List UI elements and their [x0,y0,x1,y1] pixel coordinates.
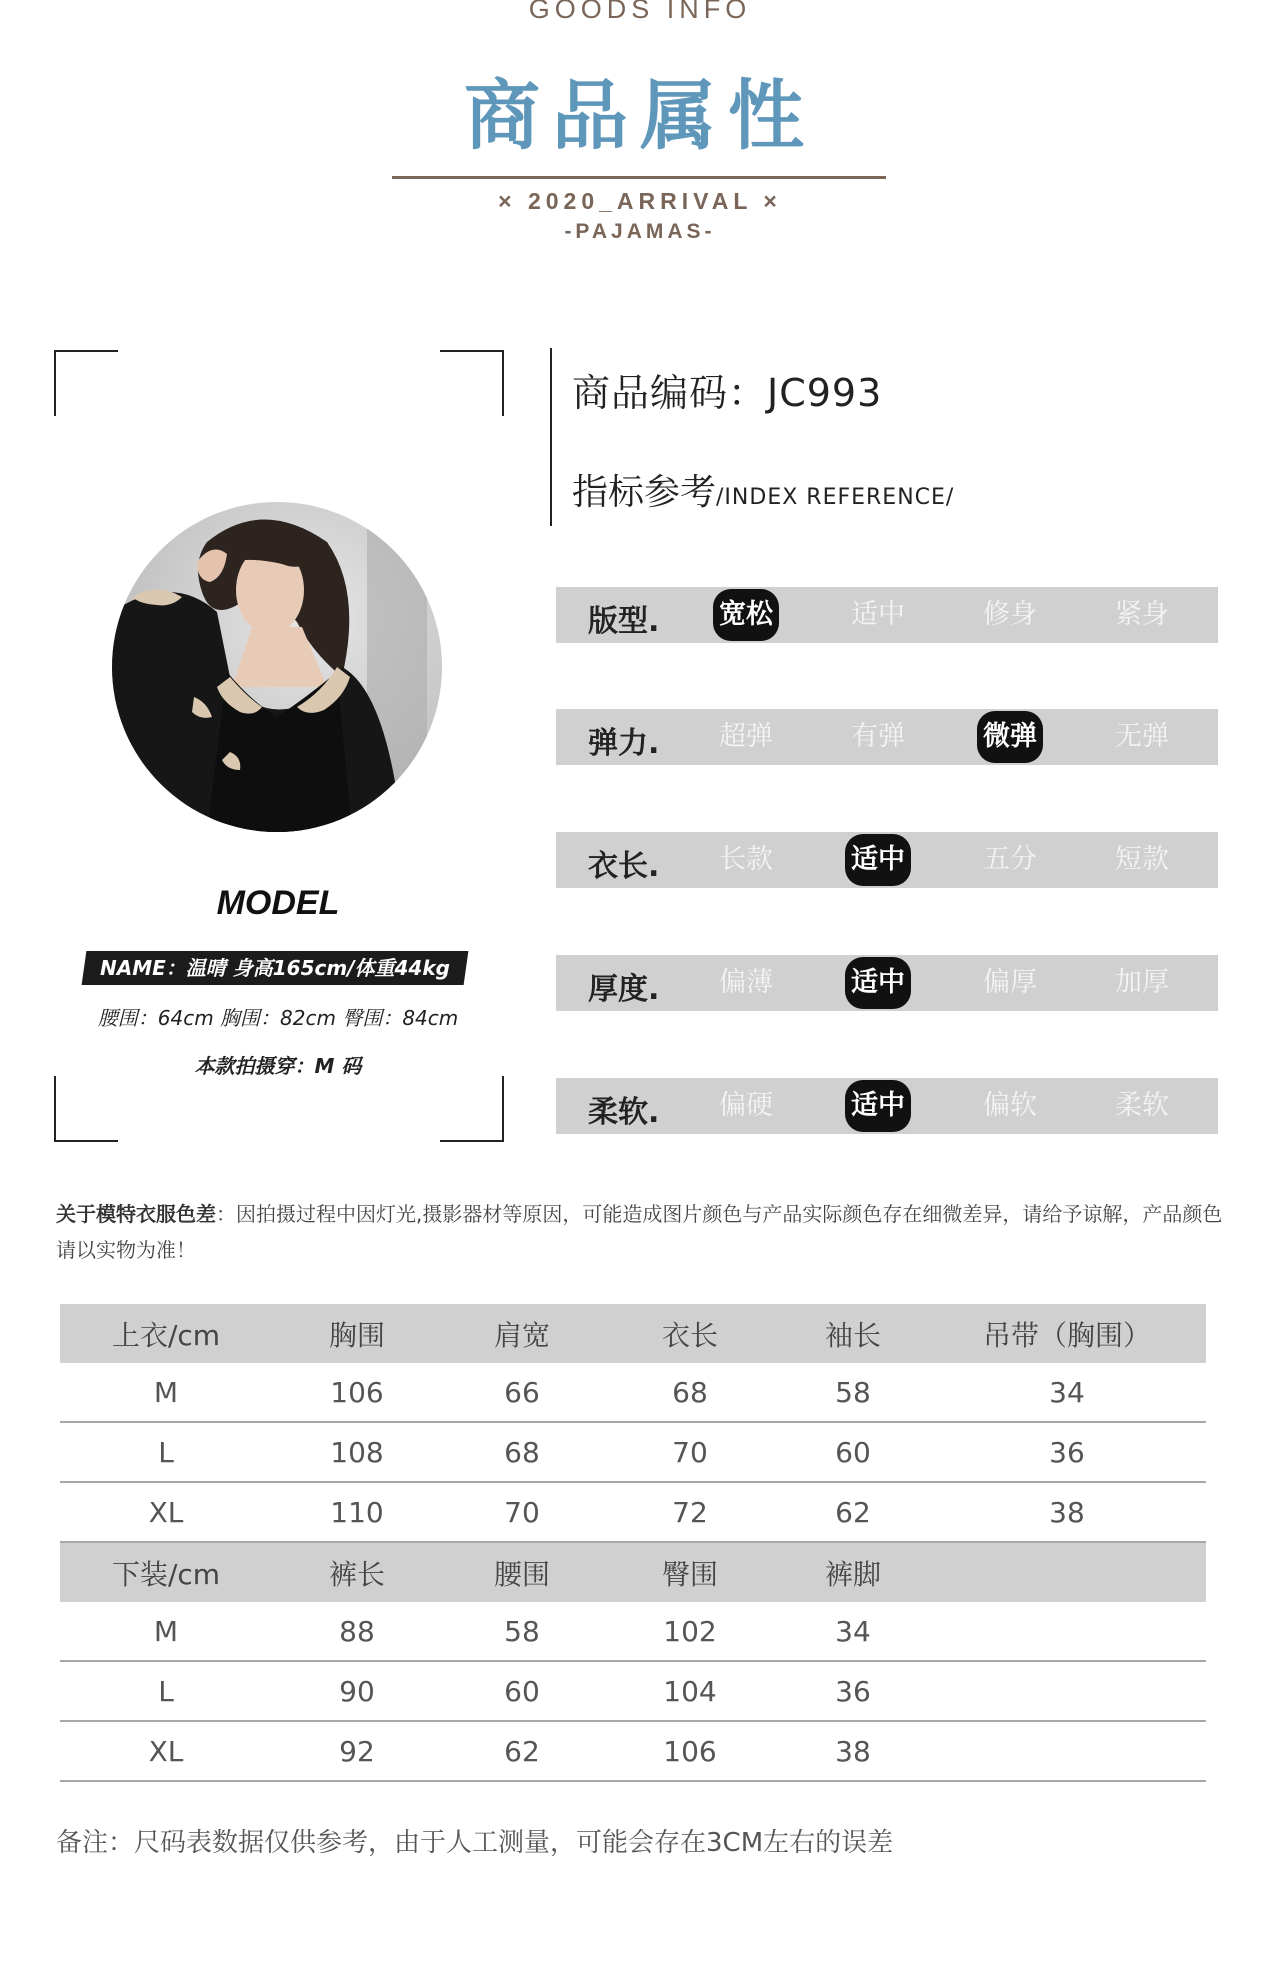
attribute-bar [556,1078,1218,1134]
model-name-text: NAME：温晴 身高165cm/体重44kg [100,956,450,980]
attribute-label: 衣长. [588,849,660,884]
table-cell: 72 [602,1482,778,1542]
table-cell: 90 [272,1661,442,1721]
note-title: 关于模特衣服色差 [56,1202,216,1226]
attribute-option-selected: 微弹 [977,711,1043,763]
table-cell: 胸围 [272,1304,442,1363]
frame-corner-bottom-left [54,1076,118,1142]
frame-corner-top-right [440,350,504,416]
table-row [60,1422,1206,1482]
attribute-option: 超弹 [719,721,773,752]
attribute-option-selected: 适中 [845,1080,911,1132]
table-cell: 104 [602,1661,778,1721]
attribute-option: 柔软 [1115,1090,1169,1121]
attribute-option: 偏薄 [719,967,773,998]
table-cell: 38 [778,1721,928,1781]
table-cell: 36 [928,1422,1206,1482]
frame-corner-bottom-right [440,1076,504,1142]
info-divider [550,348,552,526]
table-header-row [60,1304,1206,1363]
table-header-row [60,1542,1206,1602]
table-cell: 吊带（胸围） [928,1304,1206,1363]
attribute-bar [556,587,1218,643]
attribute-option: 五分 [983,844,1037,875]
index-reference-sub: /INDEX REFERENCE/ [716,485,955,510]
table-cell: 60 [442,1661,602,1721]
table-row [60,1721,1206,1781]
index-reference-label: 指标参考 [572,472,717,513]
table-cell: 60 [778,1422,928,1482]
table-cell: 88 [272,1602,442,1661]
attribute-option-selected: 宽松 [713,589,779,641]
attribute-option: 加厚 [1115,967,1169,998]
table-cell: M [60,1602,272,1661]
model-shot-size: 本款拍摄穿：M 码 [194,1054,362,1078]
table-cell: 36 [778,1661,928,1721]
attribute-option: 长款 [719,844,773,875]
attribute-option: 偏厚 [983,967,1037,998]
table-row [60,1661,1206,1721]
table-cell: XL [60,1482,272,1542]
attribute-label: 厚度. [588,972,660,1007]
category-subtitle: -PAJAMAS- [564,220,716,243]
attribute-option: 无弹 [1115,721,1169,752]
attribute-option: 紧身 [1115,599,1169,630]
table-cell: 58 [442,1602,602,1661]
attribute-label: 弹力. [588,726,660,761]
table-cell: 衣长 [602,1304,778,1363]
table-cell: 袖长 [778,1304,928,1363]
size-remark: 备注：尺码表数据仅供参考，由于人工测量，可能会存在3CM左右的误差 [56,1828,894,1858]
table-cell: 92 [272,1721,442,1781]
table-cell: 肩宽 [442,1304,602,1363]
note-text: ：因拍摄过程中因灯光,摄影器材等原因，可能造成图片颜色与产品实际颜色存在细微差异，请给予谅解，产品颜色请以实物为准！ [56,1202,1223,1262]
table-row [60,1602,1206,1661]
table-cell [928,1602,1206,1661]
attribute-option: 有弹 [851,721,905,752]
model-photo-illustration [112,502,442,832]
table-cell: 58 [778,1363,928,1422]
product-code: 商品编码：JC993 [572,371,883,415]
color-difference-note [56,1196,1236,1268]
table-cell: 62 [442,1721,602,1781]
attribute-option-selected: 适中 [845,957,911,1009]
arrival-subtitle: × 2020_ARRIVAL × [498,188,782,214]
model-photo [112,502,442,832]
attribute-bar [556,955,1218,1011]
table-cell: 106 [602,1721,778,1781]
table-cell: 下装/cm [60,1542,272,1602]
table-row [60,1363,1206,1422]
table-cell: 102 [602,1602,778,1661]
attribute-bar [556,709,1218,765]
table-cell: 上衣/cm [60,1304,272,1363]
table-cell: L [60,1422,272,1482]
attribute-option: 短款 [1115,844,1169,875]
attribute-label: 版型. [588,604,660,639]
table-cell: 38 [928,1482,1206,1542]
table-cell [928,1542,1206,1602]
table-cell: 裤脚 [778,1542,928,1602]
table-cell: 裤长 [272,1542,442,1602]
table-cell: 70 [442,1482,602,1542]
page-title: 商品属性 [464,71,816,160]
attribute-label: 柔软. [588,1095,660,1130]
goods-info-heading: GOODS INFO [528,0,752,24]
model-label: MODEL [216,884,340,922]
header-divider [392,176,886,179]
table-row [60,1482,1206,1542]
table-cell: M [60,1363,272,1422]
attribute-option: 偏软 [983,1090,1037,1121]
table-cell [928,1721,1206,1781]
table-cell: 68 [442,1422,602,1482]
frame-corner-top-left [54,350,118,416]
attribute-option: 修身 [983,599,1037,630]
attribute-option: 偏硬 [719,1090,773,1121]
attribute-option-selected: 适中 [845,834,911,886]
table-cell: 110 [272,1482,442,1542]
table-cell: 68 [602,1363,778,1422]
attribute-option: 适中 [851,599,905,630]
table-cell: 臀围 [602,1542,778,1602]
table-cell: 34 [928,1363,1206,1422]
model-measurements: 腰围：64cm 胸围：82cm 臀围：84cm [97,1006,459,1030]
table-cell: 106 [272,1363,442,1422]
table-cell: 62 [778,1482,928,1542]
table-cell: 66 [442,1363,602,1422]
table-cell: XL [60,1721,272,1781]
table-cell: 70 [602,1422,778,1482]
table-cell: 34 [778,1602,928,1661]
table-cell: L [60,1661,272,1721]
index-reference-heading [572,464,954,515]
size-table [60,1304,1206,1782]
attribute-bar [556,832,1218,888]
table-cell: 108 [272,1422,442,1482]
table-cell [928,1661,1206,1721]
table-cell: 腰围 [442,1542,602,1602]
